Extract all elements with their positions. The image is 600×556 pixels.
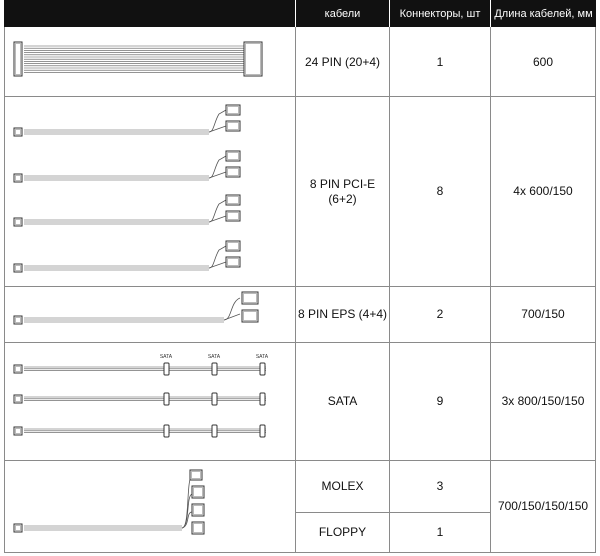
sata-psu-end-plug bbox=[14, 427, 22, 435]
sata-connector bbox=[164, 363, 169, 375]
cable-length-sata: 3x 800/150/150 bbox=[501, 394, 585, 408]
eps-psu-end-plug bbox=[14, 316, 22, 324]
connector-count-floppy: 1 bbox=[436, 525, 444, 539]
cable-length-pcie: 4x 600/150 bbox=[513, 184, 573, 198]
pcie-psu-end-plug bbox=[14, 264, 22, 272]
cable-length-eps: 700/150 bbox=[521, 307, 565, 321]
sata-psu-end-plug bbox=[14, 365, 22, 373]
sata-connector bbox=[260, 393, 265, 405]
header-length: Длина кабелей, мм bbox=[491, 0, 596, 27]
eps-4pin-plug bbox=[242, 292, 258, 304]
sata-connector bbox=[212, 363, 217, 375]
cable-name-24pin: 24 PIN (20+4) bbox=[304, 54, 381, 69]
header-connectors: Коннекторы, шт bbox=[390, 0, 490, 27]
atx-psu-end-plug bbox=[14, 42, 22, 76]
cable-name-floppy: FLOPPY bbox=[318, 525, 367, 539]
molex-plug bbox=[192, 522, 204, 534]
sata-connector bbox=[212, 425, 217, 437]
cable-name-sata: SATA bbox=[327, 394, 358, 408]
pcie-psu-end-plug bbox=[14, 128, 22, 136]
connector-count-pcie: 8 bbox=[436, 184, 444, 198]
header-cables: кабели bbox=[296, 0, 389, 27]
atx-24pin-plug bbox=[244, 42, 262, 76]
molex-plug bbox=[192, 486, 204, 498]
cable-name-eps: 8 PIN EPS (4+4) bbox=[297, 307, 388, 321]
cable-name-pcie: 8 PIN PCI-E (6+2) bbox=[309, 176, 376, 206]
sata-connector bbox=[260, 425, 265, 437]
connector-count-molex: 3 bbox=[436, 479, 444, 493]
connector-count-eps: 2 bbox=[436, 307, 444, 321]
cable-length-24pin: 600 bbox=[532, 54, 554, 69]
sata-connector bbox=[260, 363, 265, 375]
pcie-split-wire bbox=[209, 172, 226, 178]
cable-length-molex-floppy: 700/150/150/150 bbox=[497, 499, 589, 513]
cable-name-molex: MOLEX bbox=[321, 479, 364, 493]
molex-plug bbox=[192, 504, 204, 516]
connector-count-24pin: 1 bbox=[436, 54, 444, 69]
pcie-psu-end-plug bbox=[14, 174, 22, 182]
cable-spec-table bbox=[4, 0, 596, 553]
pcie-split-wire bbox=[209, 216, 226, 222]
eps-split-wire bbox=[224, 314, 240, 320]
sata-label: SATA bbox=[207, 354, 221, 360]
molex-psu-end-plug bbox=[14, 524, 22, 532]
sata-labels bbox=[160, 354, 269, 360]
molex-split-wire bbox=[182, 476, 192, 528]
sata-label: SATA bbox=[255, 354, 269, 360]
sata-connector bbox=[164, 425, 169, 437]
sata-psu-end-plug bbox=[14, 395, 22, 403]
sata-connector bbox=[212, 393, 217, 405]
sata-label: SATA bbox=[159, 354, 173, 360]
eps-4pin-plug bbox=[242, 310, 258, 322]
pcie-split-wire bbox=[209, 262, 226, 268]
pcie-psu-end-plug bbox=[14, 218, 22, 226]
pcie-split-wire bbox=[209, 126, 226, 132]
connector-count-sata: 9 bbox=[436, 394, 444, 408]
sata-connector bbox=[164, 393, 169, 405]
cable-illustrations bbox=[4, 0, 596, 553]
